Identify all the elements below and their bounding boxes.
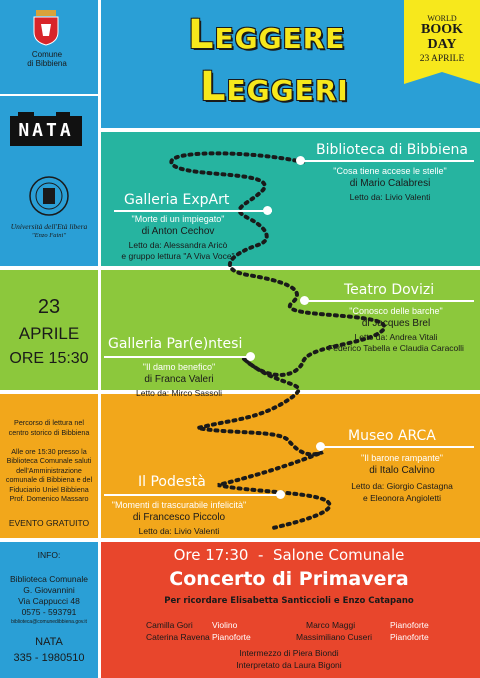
comune-label: Comune di Bibbiena	[27, 50, 67, 68]
stop-marker	[246, 352, 255, 361]
performer-name: Caterina Ravena	[146, 632, 210, 642]
nata-contact-label: NATA	[35, 636, 63, 648]
badge-line2: BOOK	[420, 22, 463, 37]
badge-line3: DAY	[427, 37, 457, 52]
free-event-label: EVENTO GRATUITO	[8, 518, 90, 528]
stop-reader-extra: e Eleonora Angioletti	[363, 493, 441, 503]
stop-reader-extra: e gruppo lettura "A Viva Voce"	[121, 251, 235, 261]
stop-work-title: "Morte di un impiegato"	[131, 214, 225, 224]
info-email[interactable]: biblioteca@comunedibbiena.gov.it	[11, 619, 87, 625]
badge-line4: 23 APRILE	[419, 54, 465, 64]
info-phone: 0575 - 593791	[21, 607, 77, 617]
concert-title: Concerto di Primavera	[169, 568, 409, 590]
performer-instrument: Pianoforte	[390, 632, 429, 642]
stop-work-title: "Il barone rampante"	[361, 453, 443, 463]
info-line1: Biblioteca Comunale	[10, 574, 88, 584]
nata-logo	[10, 112, 82, 146]
performer-name: Massimiliano Cuseri	[296, 632, 373, 642]
page-title-line2: Leggeri	[200, 64, 349, 110]
concert-dedication: Per ricordare Elisabetta Santiccioli e Enzo Catapano	[164, 596, 414, 606]
stop-marker	[300, 296, 309, 305]
venue-underline	[304, 300, 474, 302]
stop-reader: Letto da: Andrea Vitali	[354, 332, 438, 342]
nata-contact-phone: 335 - 1980510	[13, 652, 85, 664]
event-description: Percorso di lettura nel centro storico di Bibbiena Alle ore 15:30 presso la Biblioteca Comunale saluti dell'Amministrazione comunale di Bibbiena e del Fiduciario Uniel Bibbiena Prof. Domenico Massaro	[5, 418, 93, 503]
info-line3: Via Cappucci 48	[18, 596, 80, 606]
divider	[0, 94, 98, 96]
venue-underline	[114, 210, 272, 212]
comune-crest-icon	[32, 10, 60, 46]
stop-reader: Letto da: Livio Valenti	[138, 526, 220, 536]
performer-instrument: Pianoforte	[212, 632, 251, 642]
stop-author: di Franca Valeri	[144, 374, 214, 385]
nata-logo-text: NATA	[18, 120, 74, 141]
stop-work-title: "Conosco delle barche"	[349, 306, 443, 316]
stop-marker	[276, 490, 285, 499]
stop-venue: Museo ARCA	[348, 428, 436, 444]
date-time: ORE 15:30	[9, 350, 89, 367]
performer-instrument: Pianoforte	[390, 620, 429, 630]
performer-name: Camilla Gori	[146, 620, 193, 630]
stop-reader: Letto da: Alessandra Aricò	[128, 240, 228, 250]
page-title-line1: Leggere	[188, 12, 346, 58]
stop-reader: Letto da: Mirco Sassoli	[136, 388, 222, 398]
stop-work-title: "Cosa tiene accese le stelle"	[333, 166, 447, 176]
stop-venue: Galleria Par(e)ntesi	[108, 336, 243, 352]
stop-author: di Italo Calvino	[369, 465, 435, 476]
stop-marker	[316, 442, 325, 451]
venue-underline	[320, 446, 474, 448]
intermission-performer: Interpretato da Laura Bigoni	[236, 660, 342, 670]
stop-marker	[296, 156, 305, 165]
intermission-label: Intermezzo di Piera Biondi	[239, 648, 339, 658]
university-subname: "Enzo Faini"	[31, 232, 67, 239]
venue-underline	[104, 494, 282, 496]
university-name: Università dell'Età libera	[10, 222, 88, 231]
stop-author: di Anton Cechov	[141, 226, 215, 237]
date-month: APRILE	[18, 324, 80, 343]
venue-underline	[104, 356, 254, 358]
date-day: 23	[37, 296, 61, 318]
stop-venue: Biblioteca di Bibbiena	[316, 142, 469, 158]
stop-author: di Jacques Brel	[361, 318, 431, 329]
stop-marker	[263, 206, 272, 215]
stop-venue: Teatro Dovizi	[344, 282, 435, 298]
stop-reader: Letto da: Giorgio Castagna	[351, 481, 453, 491]
info-line2: G. Giovannini	[23, 585, 75, 595]
stop-author: di Mario Calabresi	[349, 178, 431, 189]
info-label: INFO:	[37, 550, 61, 560]
concert-time: Ore 17:30 - Salone Comunale	[173, 546, 405, 564]
stop-author: di Francesco Piccolo	[132, 512, 226, 523]
venue-underline	[300, 160, 474, 162]
stop-reader: Letto da: Livio Valenti	[349, 192, 431, 202]
performer-instrument: Violino	[212, 620, 238, 630]
world-book-day-badge	[404, 0, 480, 84]
stop-work-title: "Momenti di trascurabile infelicità"	[111, 500, 247, 510]
stop-reader-extra: Federico Tabella e Claudia Caracolli	[328, 343, 464, 353]
stop-venue: Galleria ExpArt	[124, 192, 230, 208]
performer-name: Marco Maggi	[306, 620, 356, 630]
university-seal-icon	[28, 175, 70, 217]
badge-line1: WORLD	[427, 14, 457, 23]
stop-work-title: "Il damo benefico"	[142, 362, 216, 372]
stop-venue: Il Podestà	[138, 474, 206, 490]
